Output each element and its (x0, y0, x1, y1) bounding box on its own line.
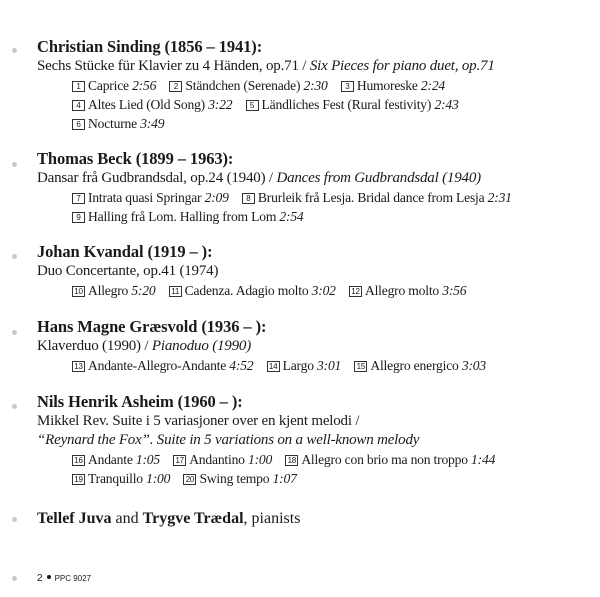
track-number: 4 (72, 100, 85, 111)
track-number: 3 (341, 81, 354, 92)
track-item (246, 95, 459, 114)
track-row (72, 188, 592, 207)
track-row (72, 356, 592, 375)
track-title: Allegro molto (364, 283, 443, 298)
track-row (72, 95, 592, 114)
track-list (37, 188, 592, 226)
track-item (72, 356, 253, 375)
track-number: 11 (169, 286, 182, 297)
track-item (169, 281, 336, 300)
track-item (349, 281, 466, 300)
composer-heading: Johan Kvandal (1919 – ): (37, 242, 213, 261)
track-number: 5 (246, 100, 259, 111)
track-title: Tranquillo (88, 471, 147, 486)
track-title: Humoreske (356, 78, 421, 93)
track-title: Brurleik frå Lesja. Bridal dance from Lesja (257, 190, 488, 205)
track-duration: 4:52 (229, 358, 254, 373)
track-item (72, 281, 155, 300)
composer-heading: Hans Magne Græsvold (1936 – ): (37, 317, 267, 336)
margin-dot (12, 404, 17, 409)
work-title: Dansar frå Gudbrandsdal, op.24 (1940) / Dances from Gudbrandsdal (1940) (37, 170, 481, 186)
track-item (72, 95, 232, 114)
track-duration: 3:02 (311, 283, 336, 298)
track-row (72, 281, 592, 300)
composer-heading: Nils Henrik Asheim (1960 – ): (37, 392, 243, 411)
footer-bullet-icon (47, 575, 51, 579)
track-row (72, 450, 592, 469)
work-section-kvandal (37, 242, 592, 300)
track-title: Ständchen (Serenade) (185, 78, 304, 93)
catalog-number: PPC 9027 (54, 574, 92, 583)
track-item (242, 188, 512, 207)
work-section-graesvold (37, 317, 592, 375)
track-number: 10 (72, 286, 85, 297)
track-list (37, 450, 592, 488)
composer-heading: Christian Sinding (1856 – 1941): (37, 37, 263, 56)
track-item (72, 469, 170, 488)
track-number: 15 (354, 361, 367, 372)
track-item (267, 356, 342, 375)
track-duration: 1:44 (471, 452, 496, 467)
track-number: 6 (72, 119, 85, 130)
track-duration: 2:43 (434, 97, 459, 112)
work-section-sinding (37, 37, 592, 133)
track-item (72, 114, 164, 133)
track-item (72, 188, 229, 207)
work-section-beck (37, 149, 592, 226)
margin-dot (12, 48, 17, 53)
page-footer (37, 573, 91, 584)
margin-dot (12, 517, 17, 522)
track-item (72, 76, 156, 95)
work-title: Klaverduo (1990) / Pianoduo (1990) (37, 338, 251, 354)
track-list (37, 281, 592, 300)
track-duration: 3:03 (461, 358, 486, 373)
track-duration: 2:30 (303, 78, 328, 93)
track-number: 1 (72, 81, 85, 92)
track-duration: 5:20 (131, 283, 156, 298)
work-title: Sechs Stücke für Klavier zu 4 Händen, op.71 / Six Pieces for piano duet, op.71 (37, 58, 495, 74)
track-duration: 1:05 (135, 452, 160, 467)
track-row (72, 207, 592, 226)
track-number: 16 (72, 455, 85, 466)
track-title: Andantino (189, 452, 248, 467)
track-number: 7 (72, 193, 85, 204)
work-section-asheim (37, 392, 592, 488)
track-item (341, 76, 445, 95)
track-title: Nocturne (88, 116, 141, 131)
track-item (72, 207, 304, 226)
performers-line: Tellef Juva and Trygve Trædal, pianists (37, 510, 301, 527)
track-duration: 1:00 (146, 471, 171, 486)
track-number: 12 (349, 286, 362, 297)
track-duration: 2:09 (204, 190, 229, 205)
track-title: Intrata quasi Springar (88, 190, 205, 205)
margin-dot (12, 162, 17, 167)
performer-name: Tellef Juva (37, 510, 112, 527)
track-number: 8 (242, 193, 255, 204)
work-title: Duo Concertante, op.41 (1974) (37, 263, 219, 279)
track-item (354, 356, 486, 375)
track-duration: 3:49 (140, 116, 165, 131)
track-title: Allegro con brio ma non troppo (301, 452, 472, 467)
track-duration: 2:56 (132, 78, 157, 93)
work-title-translation: “Reynard the Fox”. Suite in 5 variations on a well-known melody (37, 432, 420, 448)
track-duration: 3:56 (442, 283, 467, 298)
track-title: Allegro energico (370, 358, 462, 373)
track-duration: 2:31 (487, 190, 512, 205)
track-title: Cadenza. Adagio molto (184, 283, 312, 298)
track-row (72, 114, 592, 133)
margin-dot (12, 330, 17, 335)
track-list (37, 76, 592, 133)
track-duration: 1:07 (272, 471, 297, 486)
page-number: 2 (37, 573, 43, 584)
track-row (72, 469, 592, 488)
track-title: Caprice (88, 78, 133, 93)
track-number: 14 (267, 361, 280, 372)
track-title: Ländliches Fest (Rural festivity) (261, 97, 435, 112)
performer-name: Trygve Trædal (142, 510, 244, 527)
track-duration: 3:22 (208, 97, 233, 112)
track-item (173, 450, 272, 469)
track-number: 13 (72, 361, 85, 372)
track-title: Swing tempo (199, 471, 273, 486)
track-title: Andante (88, 452, 136, 467)
track-duration: 2:54 (279, 209, 304, 224)
track-duration: 1:00 (247, 452, 273, 467)
track-number: 20 (183, 474, 196, 485)
track-duration: 2:24 (420, 78, 446, 93)
track-title: Andante-Allegro-Andante (88, 358, 230, 373)
track-item (72, 450, 160, 469)
track-item (285, 450, 495, 469)
margin-dot (12, 254, 17, 259)
work-title: Mikkel Rev. Suite i 5 variasjoner over en kjent melodi / (37, 413, 360, 429)
track-title: Largo (282, 358, 318, 373)
track-row (72, 76, 592, 95)
track-title: Allegro (88, 283, 132, 298)
track-title: Halling frå Lom. Halling from Lom (88, 209, 280, 224)
track-item (169, 76, 327, 95)
track-number: 19 (72, 474, 85, 485)
track-number: 9 (72, 212, 85, 223)
track-number: 17 (173, 455, 186, 466)
composer-heading: Thomas Beck (1899 – 1963): (37, 149, 234, 168)
track-duration: 3:01 (317, 358, 342, 373)
track-number: 2 (169, 81, 182, 92)
track-number: 18 (285, 455, 298, 466)
margin-dot (12, 576, 17, 581)
track-list (37, 356, 592, 375)
track-item (183, 469, 296, 488)
track-title: Altes Lied (Old Song) (88, 97, 209, 112)
